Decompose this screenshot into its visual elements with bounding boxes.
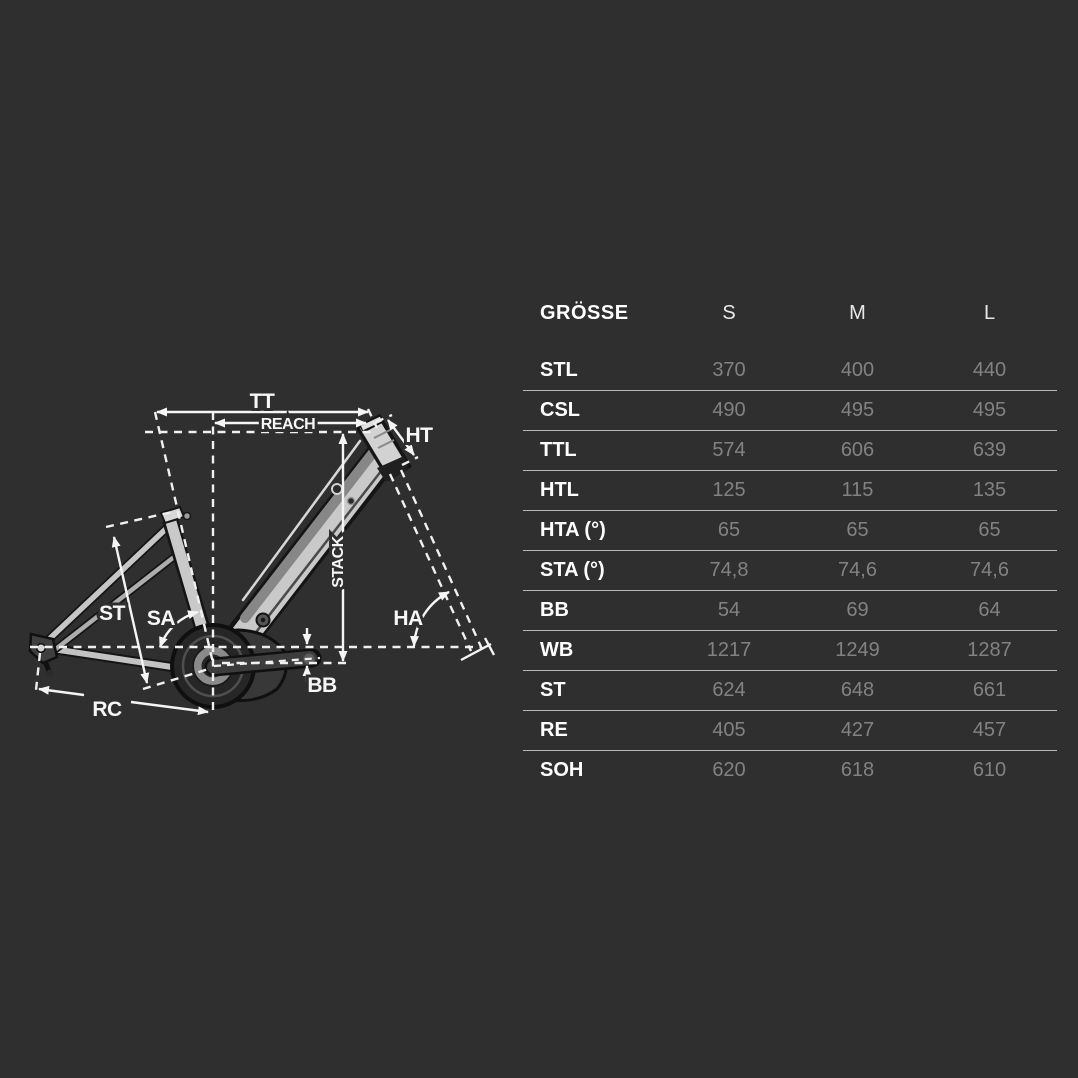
label-ha: HA xyxy=(393,607,423,630)
row-value: 64 xyxy=(978,599,1001,621)
seat-post-cap xyxy=(161,507,184,523)
table-row xyxy=(523,471,1057,511)
row-value: 1217 xyxy=(706,639,752,661)
label-tt: TT xyxy=(249,390,275,413)
row-label: WB xyxy=(540,639,574,661)
row-value: 74,6 xyxy=(838,559,877,581)
geometry-table xyxy=(523,293,1057,790)
label-sa: SA xyxy=(146,607,176,630)
table-row xyxy=(523,751,1057,790)
row-value: 574 xyxy=(712,439,746,461)
row-label: CSL xyxy=(540,399,580,421)
size-column-header: L xyxy=(983,301,996,324)
table-header-row xyxy=(523,293,1057,333)
row-value: 457 xyxy=(972,719,1007,741)
table-row xyxy=(523,631,1057,671)
row-value: 610 xyxy=(972,759,1007,781)
row-value: 440 xyxy=(972,359,1007,381)
label-reach: REACH xyxy=(260,416,316,433)
label-rc: RC xyxy=(92,698,122,721)
row-value: 490 xyxy=(712,399,746,421)
row-value: 65 xyxy=(846,519,869,541)
label-ht: HT xyxy=(405,424,433,447)
table-row xyxy=(523,551,1057,591)
row-value: 370 xyxy=(712,359,746,381)
row-value: 54 xyxy=(717,599,741,621)
row-label: BB xyxy=(540,599,569,621)
bike-frame xyxy=(30,418,408,707)
row-label: STA (°) xyxy=(540,559,605,581)
table-row xyxy=(523,591,1057,631)
row-label: TTL xyxy=(540,439,577,461)
row-label: RE xyxy=(540,719,568,741)
table-row xyxy=(523,391,1057,431)
row-value: 65 xyxy=(717,519,741,541)
row-value: 427 xyxy=(840,719,875,741)
rc-dimension-left xyxy=(39,689,84,695)
row-value: 620 xyxy=(712,759,746,781)
table-row xyxy=(523,711,1057,751)
table-row xyxy=(523,351,1057,391)
row-value: 74,8 xyxy=(709,559,749,581)
row-label: ST xyxy=(540,679,566,701)
row-label: SOH xyxy=(540,759,584,781)
row-value: 618 xyxy=(840,759,875,781)
row-value: 1249 xyxy=(835,639,880,661)
size-column-header: S xyxy=(722,301,736,324)
row-value: 69 xyxy=(846,599,869,621)
label-stack: STACK xyxy=(330,536,347,588)
row-value: 495 xyxy=(840,399,875,421)
row-value: 624 xyxy=(712,679,746,701)
row-value: 115 xyxy=(841,479,874,501)
row-value: 405 xyxy=(712,719,746,741)
row-label: HTL xyxy=(540,479,579,501)
size-header-label: GRÖSSE xyxy=(540,301,629,324)
table-body xyxy=(523,351,1057,790)
row-label: STL xyxy=(540,359,578,381)
label-st: ST xyxy=(99,602,125,625)
table-row xyxy=(523,431,1057,471)
row-value: 495 xyxy=(972,399,1007,421)
row-value: 74,6 xyxy=(970,559,1009,581)
row-value: 648 xyxy=(840,679,875,701)
row-value: 400 xyxy=(840,359,875,381)
row-value: 125 xyxy=(712,479,746,501)
row-value: 606 xyxy=(840,439,875,461)
table-row xyxy=(523,671,1057,711)
row-value: 1287 xyxy=(967,639,1012,661)
table-row xyxy=(523,511,1057,551)
row-value: 661 xyxy=(972,679,1007,701)
row-value: 135 xyxy=(972,479,1007,501)
battery-stripe xyxy=(245,450,375,618)
label-bb: BB xyxy=(307,674,337,697)
size-column-header: M xyxy=(849,301,866,324)
row-value: 639 xyxy=(972,439,1007,461)
row-label: HTA (°) xyxy=(540,519,606,541)
row-value: 65 xyxy=(978,519,1001,541)
